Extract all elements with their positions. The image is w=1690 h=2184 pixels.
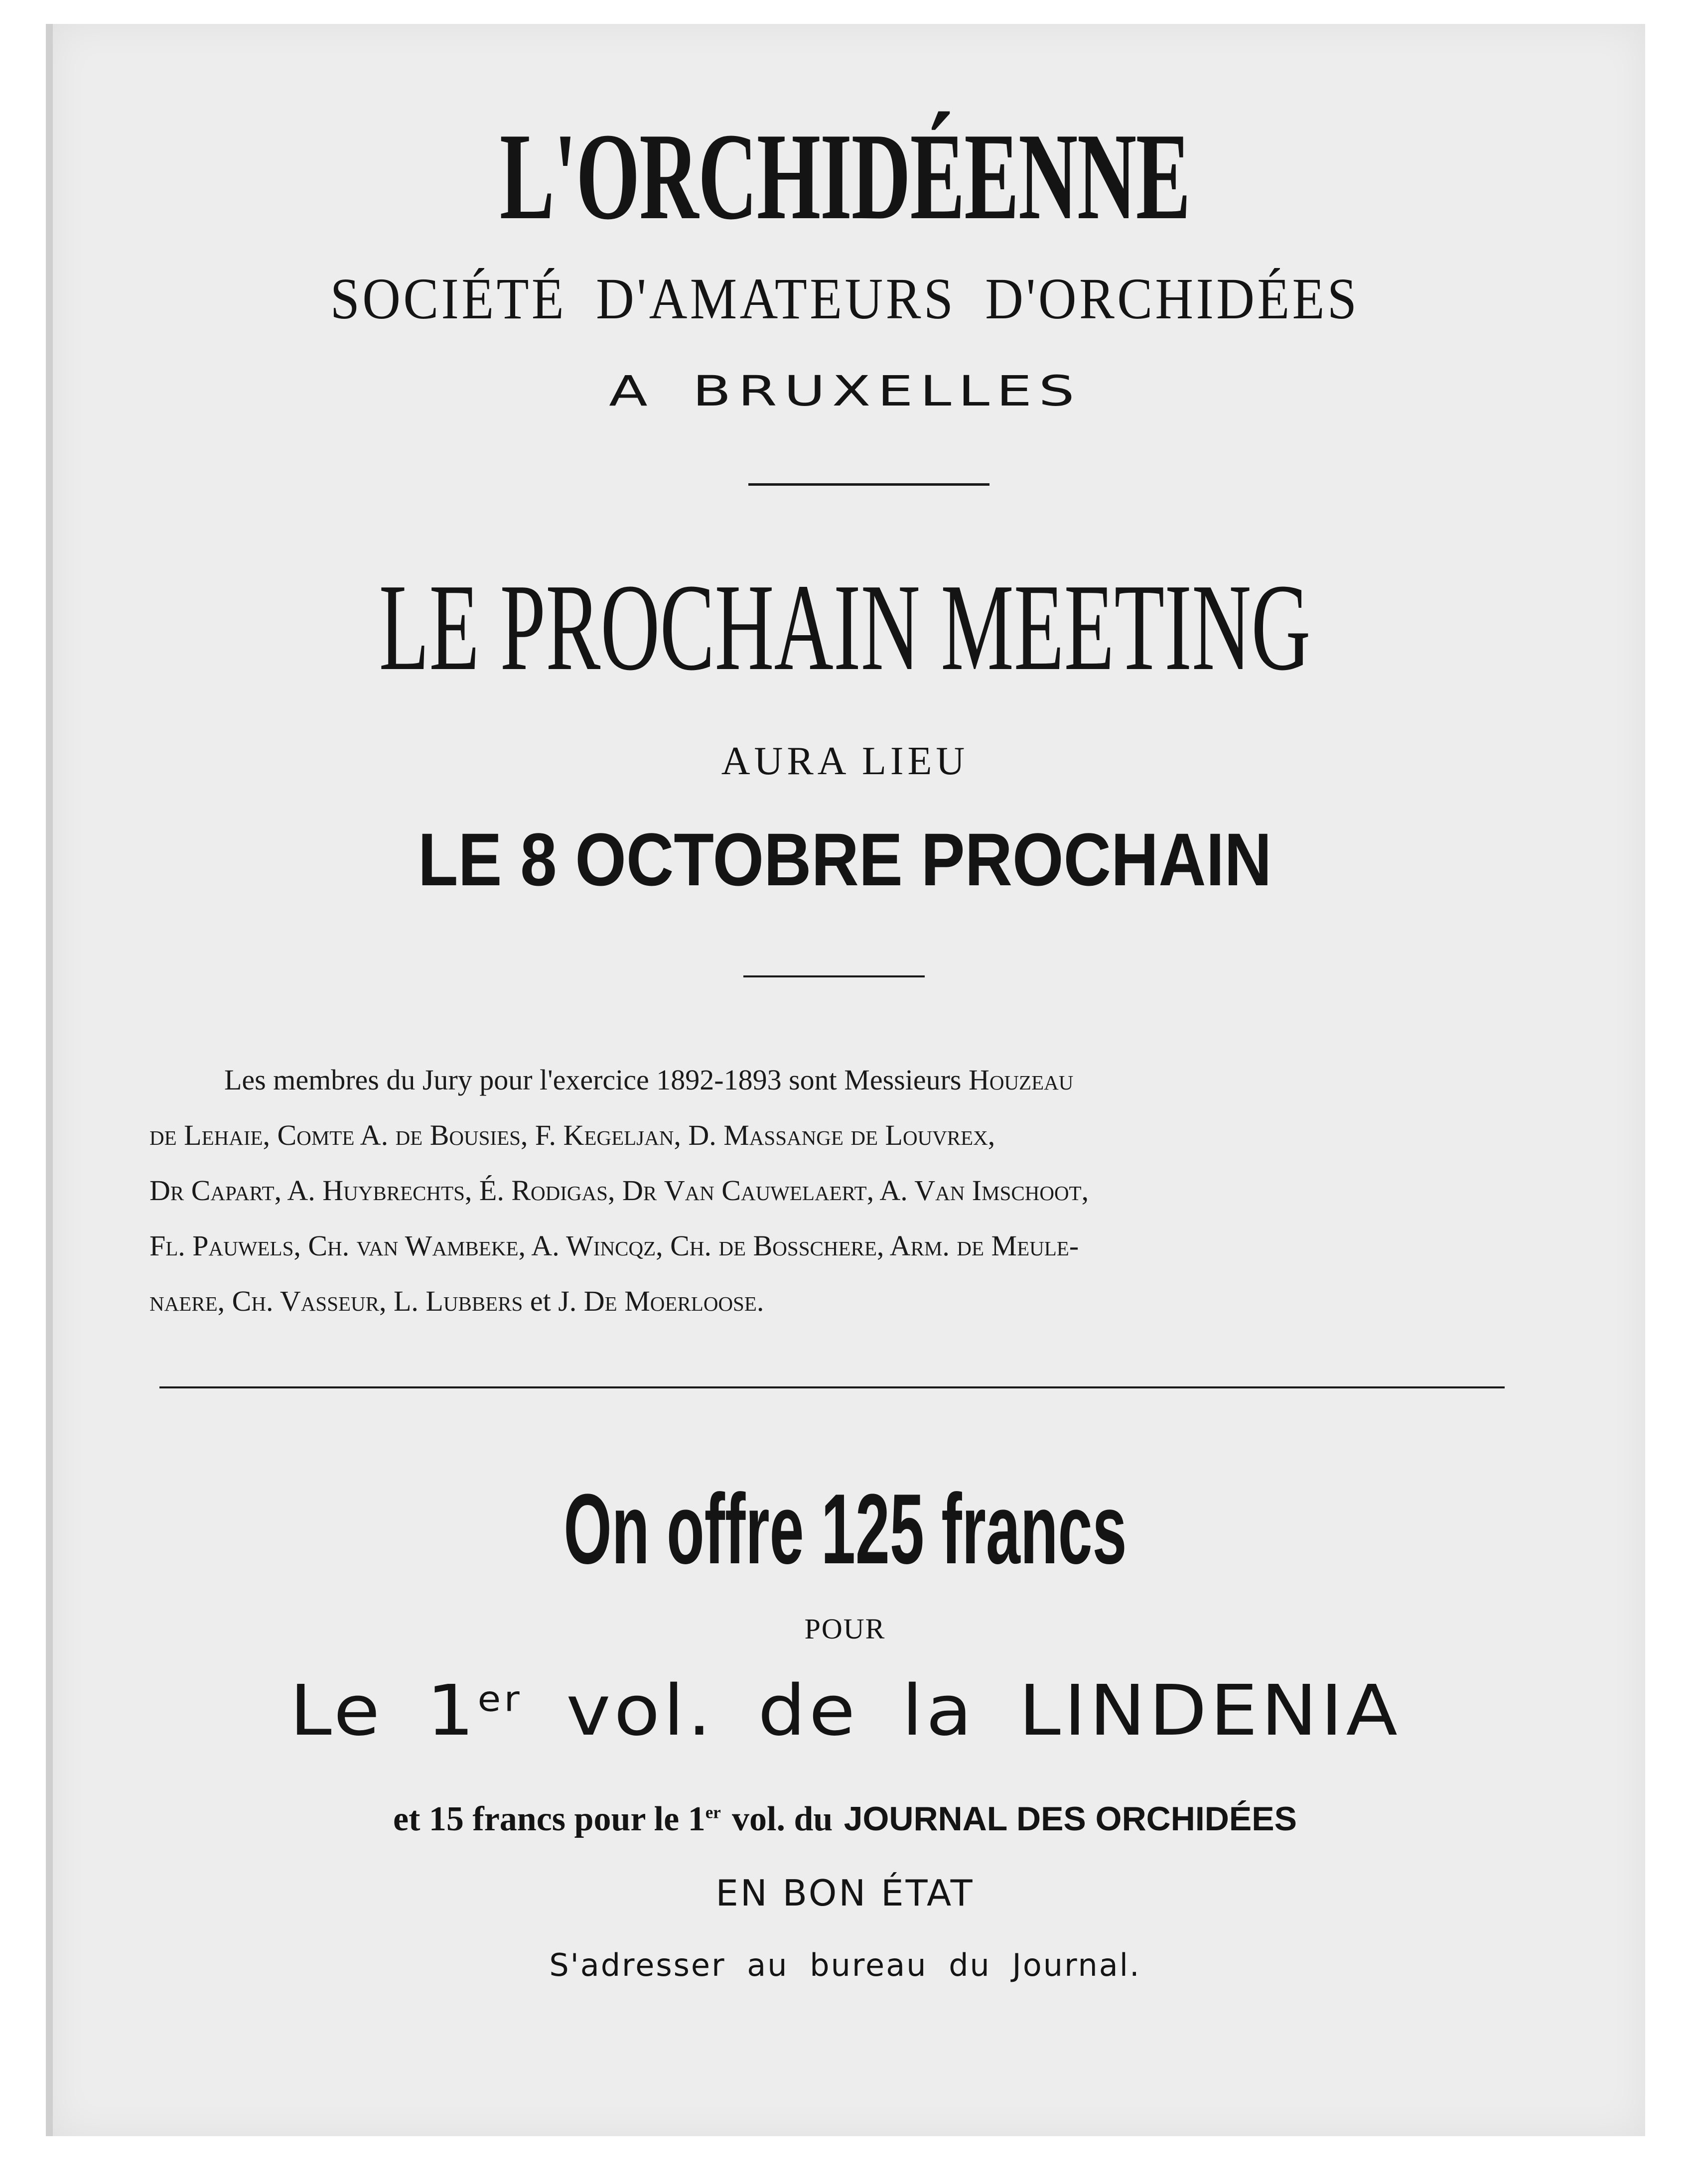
jury-paragraph — [149, 1052, 1525, 1329]
header-title-wrap — [0, 107, 1690, 257]
meeting-headline-wrap — [0, 560, 1690, 695]
offer-contact: S'adresser au bureau du Journal. — [549, 1947, 1141, 1983]
jury-line-3: Dr Capart, A. Huybrechts, É. Rodigas, Dr Van Cauwelaert, A. Van Imschoot, — [149, 1174, 1089, 1207]
offer-journal — [0, 1796, 1690, 1842]
jury-line-1: Les membres du Jury pour l'exercice 1892-1893 sont Messieurs Houzeau — [224, 1064, 1074, 1096]
jury-line-5: naere, Ch. Vasseur, L. Lubbers et J. De Moerloose. — [149, 1285, 764, 1317]
header-subtitle-wrap — [0, 264, 1690, 334]
offer-condition: EN BON ÉTAT — [715, 1872, 975, 1914]
header-divider — [748, 483, 989, 486]
meeting-headline: LE PROCHAIN MEETING — [379, 558, 1311, 696]
offer-lindenia — [0, 1669, 1690, 1754]
offer-contact-wrap — [0, 1945, 1690, 1985]
meeting-date-wrap — [0, 817, 1690, 902]
offer-lindenia-sup: er — [477, 1678, 523, 1720]
offer-lindenia-b: vol. de la LINDENIA — [565, 1670, 1401, 1752]
offer-journal-b: vol. du — [732, 1800, 833, 1838]
header-subtitle: SOCIÉTÉ D'AMATEURS D'ORCHIDÉES — [330, 266, 1360, 331]
offer-journal-name: JOURNAL DES ORCHIDÉES — [844, 1800, 1297, 1838]
offer-journal-a: et 15 francs pour le 1 — [393, 1800, 705, 1838]
header-city: A BRUXELLES — [608, 367, 1082, 415]
meeting-aura-lieu-wrap — [0, 737, 1690, 785]
header-title: L'ORCHIDÉENNE — [500, 108, 1190, 246]
offer-headline-wrap — [0, 1475, 1690, 1584]
offer-lindenia-a: Le 1 — [289, 1670, 478, 1752]
header-city-wrap — [0, 366, 1690, 416]
jury-line-2: de Lehaie, Comte A. de Bousies, F. Kegeljan, D. Massange de Louvrex, — [149, 1119, 995, 1151]
offer-condition-wrap — [0, 1871, 1690, 1915]
jury-line-4: Fl. Pauwels, Ch. van Wambeke, A. Wincqz, Ch. de Bosschere, Arm. de Meule- — [149, 1229, 1079, 1262]
jury-divider — [159, 1386, 1505, 1388]
offer-journal-sup: er — [705, 1802, 721, 1822]
meeting-date: LE 8 OCTOBRE PROCHAIN — [418, 818, 1272, 901]
meeting-divider — [743, 975, 925, 977]
offer-pour-wrap — [0, 1612, 1690, 1646]
offer-headline: On offre 125 francs — [563, 1474, 1127, 1585]
offer-pour: POUR — [804, 1613, 886, 1645]
meeting-aura-lieu: AURA LIEU — [721, 739, 969, 783]
